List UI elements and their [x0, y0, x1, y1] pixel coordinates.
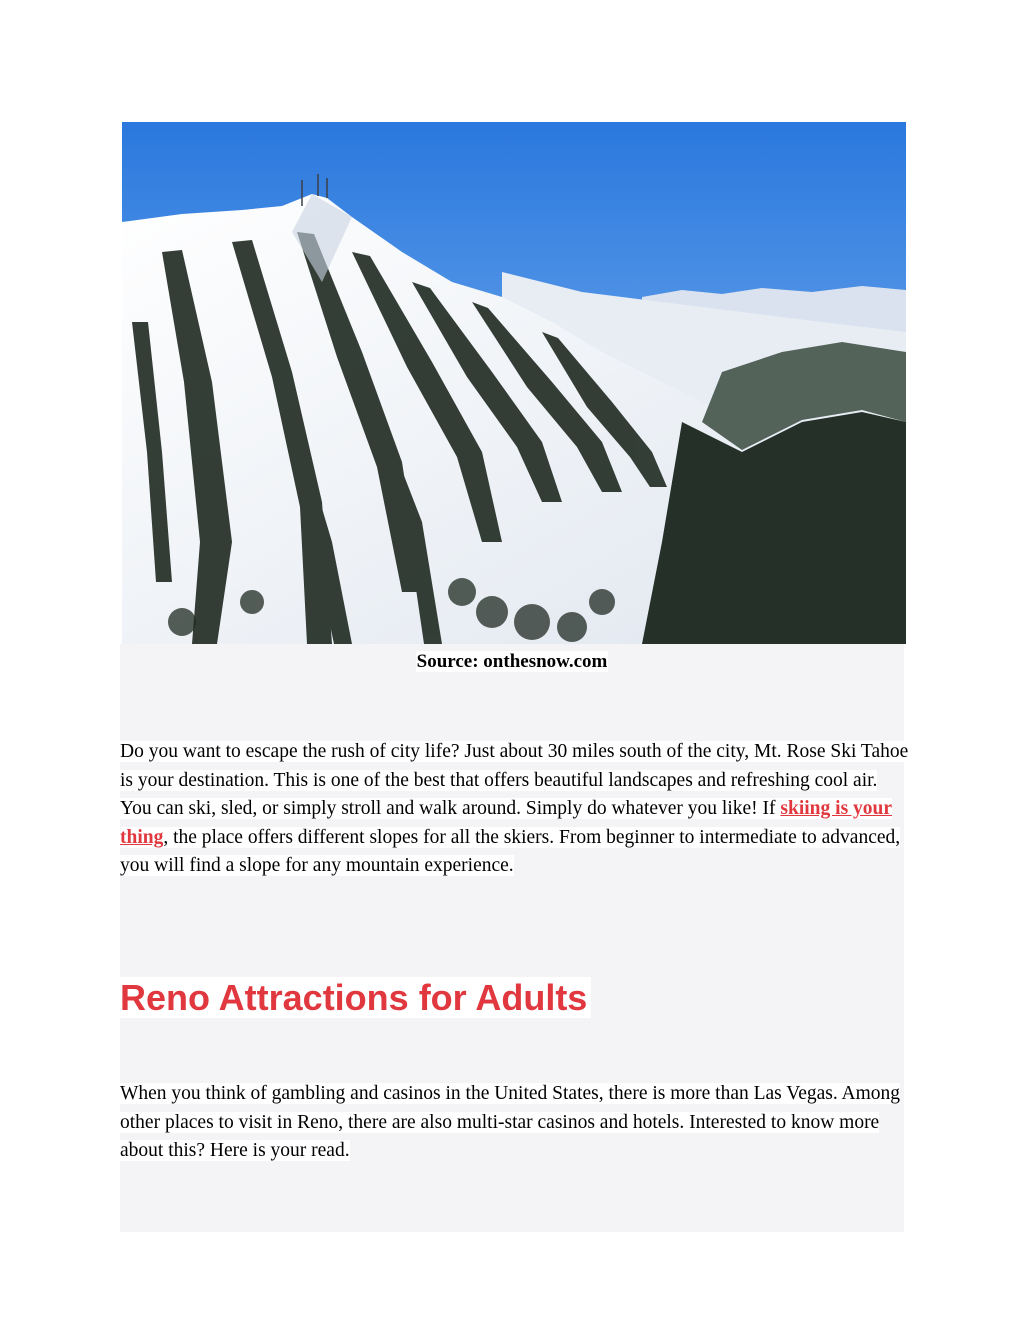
heading-text: Reno Attractions for Adults [120, 977, 591, 1018]
intro-text-after-link: , the place offers different slopes for all the skiers. From beginner to intermediate to advanced, you will find a slope for any mountain experience. [120, 826, 901, 877]
ski-mountain-photo [122, 122, 906, 644]
casinos-text: When you think of gambling and casinos in the United States, there is more than Las Vegas. Among other places to visit in Reno, there are also multi-star casinos and hotels. Interested to know more about this? Here is your read. [120, 1083, 901, 1162]
intro-text-before-link: Do you want to escape the rush of city life? Just about 30 miles south of the city, Mt. Rose Ski Tahoe is your destination. This is one of the best that offers beautiful landscapes and refreshing cool air. You can ski, sled, or simply stroll and walk around. Simply do whatever you like! If [120, 741, 909, 820]
image-caption [120, 648, 904, 676]
section-heading [120, 974, 591, 1022]
intro-paragraph [120, 738, 910, 881]
ski-mountain-illustration [122, 122, 906, 644]
caption-text: Source: onthesnow.com [416, 651, 608, 672]
casinos-paragraph [120, 1080, 910, 1166]
skiing-link[interactable]: skiing is your thing [120, 798, 893, 848]
